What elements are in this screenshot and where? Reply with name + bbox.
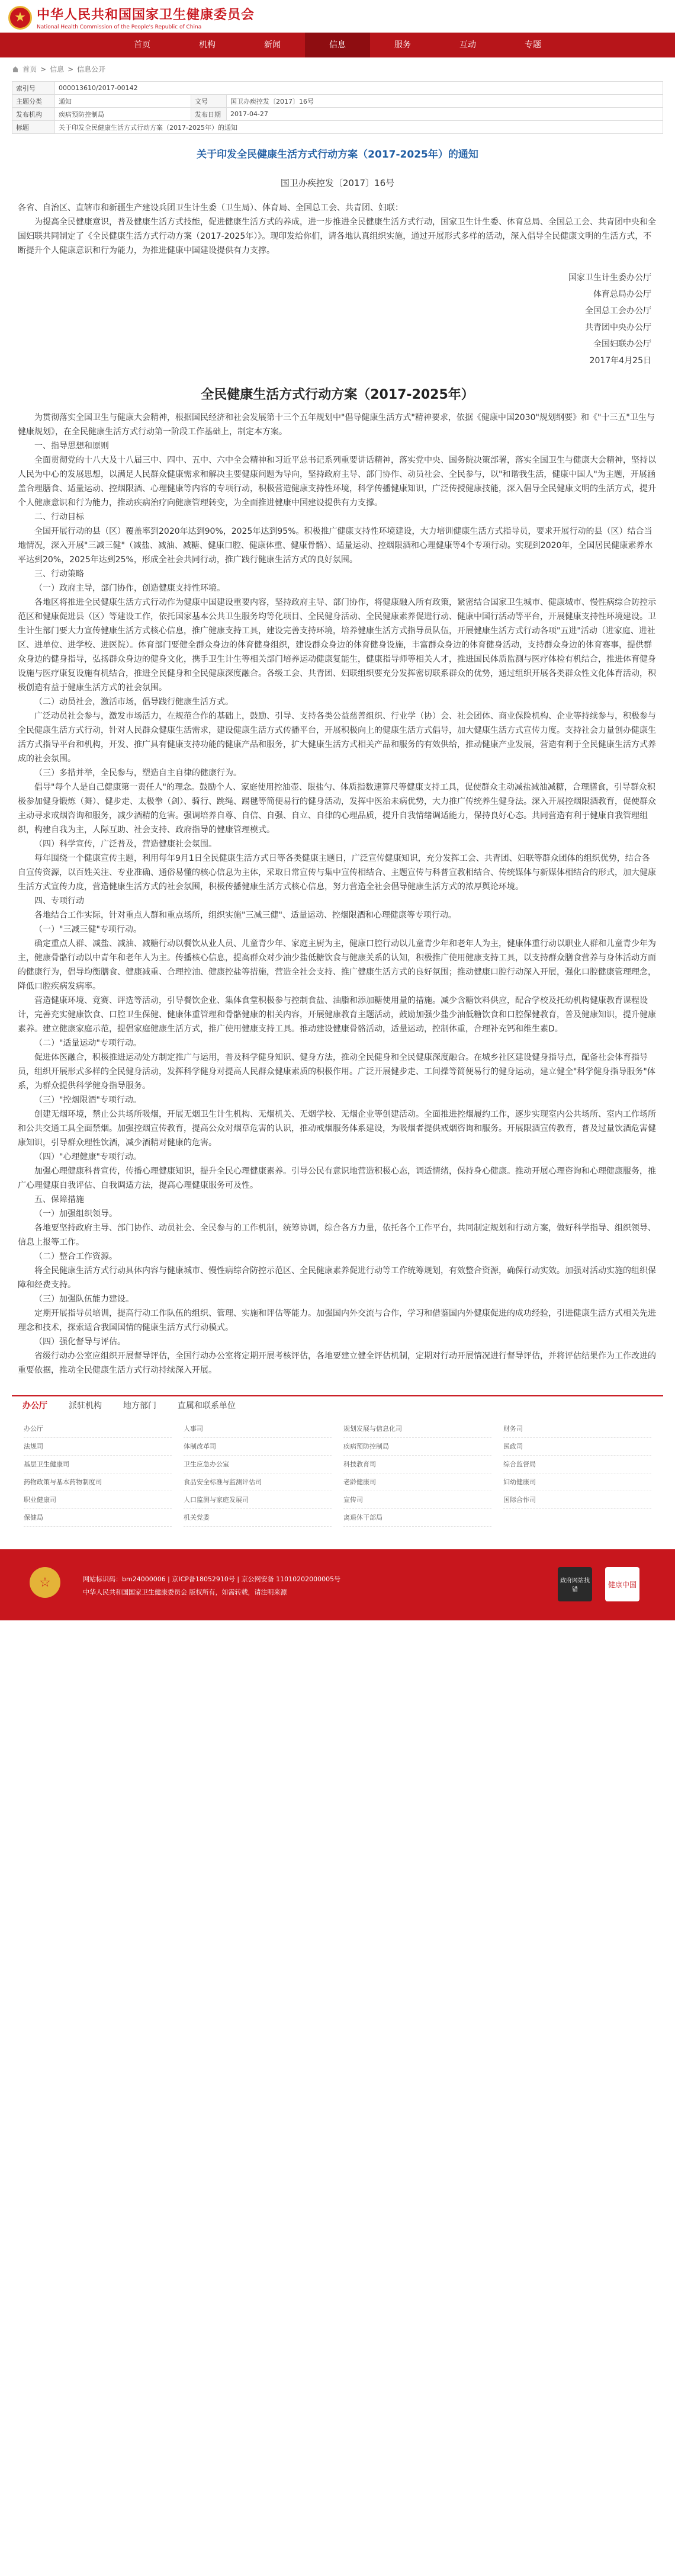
signer: 国家卫生计生委办公厅 [568,273,651,283]
related-link[interactable]: 人事司 [184,1420,332,1438]
meta-label-title: 标题 [12,121,55,134]
related-link[interactable]: 财务司 [503,1420,651,1438]
plan-paragraph: （四）"心理健康"专项行动。 [34,1152,142,1162]
plan-paragraph: （二）整合工作资源。 [34,1252,117,1261]
meta-title: 关于印发全民健康生活方式行动方案（2017-2025年）的通知 [55,121,663,134]
related-link[interactable]: 办公厅 [24,1420,172,1438]
breadcrumb-disclosure[interactable]: 信息公开 [77,65,106,73]
related-link[interactable]: 老龄健康司 [343,1473,491,1491]
home-icon [12,66,19,73]
meta-label-index: 索引号 [12,82,55,95]
tab-general-office[interactable]: 办公厅 [22,1401,47,1411]
related-link[interactable]: 疾病预防控制局 [343,1438,491,1456]
plan-paragraph: 五、保障措施 [34,1195,84,1204]
nav-item-institutions[interactable]: 机构 [199,40,216,50]
breadcrumb-info[interactable]: 信息 [50,65,65,73]
tab-affiliated[interactable]: 直属和联系单位 [178,1401,236,1411]
related-link[interactable]: 法规司 [24,1438,172,1456]
site-name-cn: 中华人民共和国国家卫生健康委员会 [37,7,255,23]
plan-paragraph: 创建无烟环境，禁止公共场所吸烟，开展无烟卫生计生机构、无烟机关、无烟学校、无烟企业等创建活动。全面推进控烟履约工作，逐步实现室内公共场所、室内工作场所和公共交通工具全面禁烟。加强控烟宣传教育，提高公众对烟草危害的认识，推动戒烟服务体系建设，为吸烟者提供戒烟咨询和服务。开展限酒宣传教育，普及过量饮酒危害健康知识，引导群众理性饮酒，减少酒精对健康的危害。 [18,1110,656,1148]
plan-paragraph: 一、指导思想和原则 [34,441,109,451]
main-nav [0,33,675,57]
related-link[interactable]: 卫生应急办公室 [184,1456,332,1473]
site-name-en: National Health Commission of the People's Republic of China [37,24,202,30]
nav-item-service[interactable]: 服务 [394,40,411,50]
plan-paragraph: （三）"控烟限酒"专项行动。 [34,1095,142,1105]
plan-paragraph: 每年围绕一个健康宣传主题，利用每年9月1日全民健康生活方式日等各类健康主题日，广泛宣传健康知识，充分发挥工会、共青团、妇联等群众团体的组织优势，结合各自宣传资源，以百姓关注、专业准确、通俗易懂的核心信息为主体，采取日常宣传与集中宣传相结合、主题宣传与科普宣教相结合、传统媒体与新媒体相结合的形式，加大健康生活方式宣传力度，营造健康生活方式的社会氛围，积极传播健康生活方式核心信息，努力营造全社会倡导健康生活方式的浓厚舆论环境。 [18,854,656,892]
breadcrumb-separator: > [40,65,47,73]
related-link[interactable]: 保健局 [24,1509,172,1527]
healthy-china-badge[interactable]: 健康中国 [605,1567,639,1601]
tab-local[interactable]: 地方部门 [123,1401,156,1411]
meta-date: 2017-04-27 [227,108,663,121]
plan-paragraph: （四）科学宣传，广泛普及，营造健康社会氛围。 [34,840,217,849]
related-sites-tabs [12,1395,663,1415]
plan-paragraph: 确定重点人群、减盐、减油、减糖行动以餐饮从业人员、儿童青少年、家庭主厨为主，健康口腔行动以儿童青少年和老年人为主，健康体重行动以职业人群和儿童青少年为主，健康骨骼行动以中青年和老年人为主。传播核心信息，提高群众对少油少盐低糖饮食与健康关系的认知，积极推广使用健康支持工具，以支持群众膳食营养与身体活动方面的健康行为，倡导均衡膳食、健康减重、合理控油、健康控盐等措施，营造全社会支持、推广健康生活方式的良好氛围；推动健康口腔行动深入开展，强化口腔健康管理理念，降低口腔疾病发病率。 [18,939,656,991]
plan-paragraph: 将全民健康生活方式行动具体内容与健康城市、慢性病综合防控示范区、全民健康素养促进行动等工作统筹规划，有效整合资源，确保行动实效。加强对活动实施的组织保障和经费支持。 [18,1266,656,1290]
meta-label-docno: 文号 [191,95,227,108]
signer: 体育总局办公厅 [593,290,651,299]
intro-paragraph: 为提高全民健康意识，普及健康生活方式技能，促进健康生活方式的养成，进一步推进全民健康生活方式行动，国家卫生计生委、体育总局、全国总工会、共青团中央和全国妇联共同制定了《全民健康生活方式行动方案（2017-2025年）》。现印发给你们，请各地认真组织实施，通过开展形式多样的活动，深入倡导全民健康文明的生活方式，不断提升个人健康意识和行为能力，为推进健康中国建设提供有力支撑。 [18,217,656,255]
plan-paragraph: 加强心理健康科普宣传，传播心理健康知识，提升全民心理健康素养。引导公民有意识地营造积极心态，调适情绪，保持身心健康。推动开展心理咨询和心理健康服务，推广心理健康自我评估、自我调适方法，提高心理健康服务可及性。 [18,1167,656,1190]
related-link[interactable]: 药物政策与基本药物制度司 [24,1473,172,1491]
related-link[interactable]: 人口监测与家庭发展司 [184,1491,332,1509]
related-link[interactable]: 体制改革司 [184,1438,332,1456]
related-link[interactable]: 科技教育司 [343,1456,491,1473]
meta-doc-no: 国卫办疾控发〔2017〕16号 [227,95,663,108]
related-link[interactable]: 食品安全标准与监测评估司 [184,1473,332,1491]
footer-emblem-icon: ☆ [30,1567,60,1598]
plan-paragraph: （三）多措并举，全民参与，塑造自主自律的健康行为。 [34,768,242,778]
signer: 全国妇联办公厅 [593,339,651,349]
site-header [0,0,675,33]
plan-paragraph: 定期开展指导员培训，提高行动工作队伍的组织、管理、实施和评估等能力。加强国内外交流与合作，学习和借鉴国内外健康促进的成功经验，引进健康生活方式相关先进理念和技术，探索适合我国国情的健康生活方式行动模式。 [18,1309,656,1332]
plan-paragraph: 广泛动员社会参与，激发市场活力，在规范合作的基础上，鼓励、引导、支持各类公益慈善组织、行业学（协）会、社会团体、商业保险机构、企业等持续参与，积极参与全民健康生活方式行动，针对人民群众健康生活需求，建设健康生活方式传播平台，开展积极向上的健康生活方式倡导，加大健康生活方式宣传力度。支持社会力量创办健康生活方式指导平台和机构，开发、推广具有健康支持功能的健康产品和服务，扩大健康生活方式相关产品和服务的有效供给，推动健康产业发展，营造有利于全民健康生活方式养成的社会氛围。 [18,712,656,764]
meta-category: 通知 [55,95,191,108]
breadcrumb [0,57,675,81]
signer: 共青团中央办公厅 [585,323,651,332]
nav-item-news[interactable]: 新闻 [264,40,281,50]
signature-date: 2017年4月25日 [589,356,651,366]
plan-paragraph: （四）强化督导与评估。 [34,1337,126,1347]
meta-index-no: 000013610/2017-00142 [55,82,663,95]
related-link[interactable]: 机关党委 [184,1509,332,1527]
plan-paragraph: 二、行动目标 [34,512,84,522]
meta-issuer: 疾病预防控制局 [55,108,191,121]
plan-paragraph: 各地区将推进全民健康生活方式行动作为健康中国建设重要内容，坚持政府主导、部门协作，将健康融入所有政策，紧密结合国家卫生城市、健康城市、慢性病综合防控示范区和健康促进县（区）等建设工作，依托国家基本公共卫生服务均等化项目、全民健身活动、全民健康素养促进行动、健康中国行活动等平台，开展健康支持性环境建设。卫生计生部门要大力宣传健康生活方式核心信息，推广健康支持工具，建设完善支持环境，培养健康生活方式指导员队伍，开展健康生活方式行动各项"五进"活动（进家庭、进社区、进单位、进学校、进医院）。体育部门要健全群众身边的体育健身组织，建设群众身边的体育健身设施，丰富群众身边的体育健身活动，支持群众身边的体育赛事，提供群众身边的健身指导，弘扬群众身边的健身文化，携手卫生计生等相关部门培养运动健康复能生，健康指导师等相关人才，推进国民体质监测与医疗体检有机结合，推进体育健身设施与医疗康复设施有机结合，推进全民健身和全民健康深度融合。各级工会、共青团、妇联组织要充分发挥密切联系群众的优势，通过组织开展各类群众性文化体育活动，积极创造有益于健康生活方式的社会氛围。 [18,598,656,693]
breadcrumb-separator: > [68,65,74,73]
plan-content [18,411,657,1377]
related-link[interactable]: 综合监督局 [503,1456,651,1473]
related-link[interactable]: 妇幼健康司 [503,1473,651,1491]
plan-paragraph: 为贯彻落实全国卫生与健康大会精神，根据国民经济和社会发展第十三个五年规划中"倡导健康生活方式"精神要求，依据《健康中国2030"规划纲要》和《"十三五"卫生与健康规划》，在全民健康生活方式行动第一阶段工作基础上，制定本方案。 [18,413,655,437]
nav-item-home[interactable]: 首页 [134,40,150,50]
signature-block [18,270,657,369]
salutation: 各省、自治区、直辖市和新疆生产建设兵团卫生计生委（卫生局）、体育局、全国总工会、共青团、妇联： [18,203,403,213]
govt-error-badge[interactable]: 政府网站找错 [558,1567,592,1601]
plan-paragraph: 四、专项行动 [34,896,84,906]
signer: 全国总工会办公厅 [585,306,651,316]
plan-paragraph: （二）"适量运动"专项行动。 [34,1039,142,1048]
plan-paragraph: （一）政府主导，部门协作，创造健康支持性环境。 [34,584,225,593]
related-link[interactable]: 离退休干部局 [343,1509,491,1527]
footer-line: 网站标识码：bm24000006 | 京ICP备18052910号 | 京公网安备 11010202000005号 [83,1575,341,1583]
related-link[interactable]: 职业健康司 [24,1491,172,1509]
plan-paragraph: （二）动员社会，激活市场，倡导践行健康生活方式。 [34,697,233,707]
document-meta-table [12,81,663,134]
plan-paragraph: （一）"三减三健"专项行动。 [34,925,142,934]
plan-paragraph: 各地要坚持政府主导、部门协作、动员社会、全民参与的工作机制，统筹协调，综合各方力量，依托各个工作平台，共同制定规划和行动方案，做好科学指导、组织领导、信息上报等工作。 [18,1223,656,1247]
plan-paragraph: 省级行动办公室应组织开展督导评估，全国行动办公室将定期开展考核评估，各地要建立健全评估机制，定期对行动开展情况进行督导评估，并将评估结果作为工作改进的重要依据，推动全民健康生活方式行动持续深入开展。 [18,1351,656,1375]
plan-paragraph: 倡导"每个人是自己健康第一责任人"的理念。鼓励个人、家庭使用控油壶、限盐勺、体质指数速算尺等健康支持工具，促使群众主动减盐减油减糖，合理膳食，引导群众积极参加健身锻炼（舞）、健步走、太极拳（剑）、骑行、跳绳、踢毽等简便易行的健身活动，发挥中医治未病优势，大力推广传统养生健身法。深入开展控烟限酒教育，促使群众主动寻求戒烟咨询和服务，减少酒精的危害。强调培养自尊、自信、自强、自立、自律的心理品质，提升自我情绪调适能力，保持良好心态。共同营造有利于健康自我管理组织，构建自我为主，人际互助、社会支持、政府指导的健康管理模式。 [18,783,656,835]
plan-paragraph: 全面贯彻党的十八大及十八届三中、四中、五中、六中全会精神和习近平总书记系列重要讲话精神，落实党中央、国务院决策部署，落实全国卫生与健康大会精神，坚持以人民为中心的发展思想，以满足人民群众健康需求和解决主要健康问题为导向，坚持政府主导、部门协作、动员社会、全民参与，以"和谐我生活，健康中国人"为主题，开展涵盖合理膳食、适量运动、控烟限酒、心理健康等内容的专项行动，积极营造健康支持性环境，科学传播健康知识，广泛传授健康技能，深入倡导全民健康文明的生活方式，提升个人健康意识和行为能力，推动疾病治疗向健康管理转变，为全面推进健康中国建设提供有力支撑。 [18,456,656,508]
tab-dispatched[interactable]: 派驻机构 [69,1401,102,1411]
related-link[interactable]: 医政司 [503,1438,651,1456]
footer-text [83,1573,568,1599]
related-link[interactable]: 宣传司 [343,1491,491,1509]
document-number: 国卫办疾控发〔2017〕16号 [280,178,395,188]
meta-label-category: 主题分类 [12,95,55,108]
nav-item-interaction[interactable]: 互动 [459,40,476,50]
plan-paragraph: 全国开展行动的县（区）覆盖率到2020年达到90%，2025年达到95%。积极推广健康支持性环境建设，大力培训健康生活方式指导员，要求开展行动的县（区）结合当地情况，深入开展"三减三健"（减盐、减油、减糖、健康口腔、健康体重、健康骨骼）、适量运动、控烟限酒和心理健康等4个专项行动。实现到2020年，全国居民健康素养水平达到20%，2025年达到25%，形成全社会共同行动，推广践行健康生活方式的良好氛围。 [18,527,653,565]
meta-label-date: 发布日期 [191,108,227,121]
plan-paragraph: 营造健康环境、竞赛、评选等活动，引导餐饮企业、集体食堂积极参与控制食盐、油脂和添加糖使用量的措施。减少含糖饮料供应，配合学校及托幼机构健康教育课程设计，完善充实健康饮食、口腔卫生保健、健康体重管理和骨骼健康的相关内容，开展健康教育主题活动，鼓励加强少盐少油低糖饮食和口腔保健教育，普及健康知识，提升健康素养。建立健康家庭示范，提倡家庭健康生活方式，推广使用健康支持工具。推动建设健康骨骼活动，适量运动，控制体重，合理补充钙和维生素D。 [18,996,656,1034]
related-links-grid [12,1415,663,1531]
national-emblem-icon: ★ [8,6,32,30]
nav-item-topics[interactable]: 专题 [525,40,541,50]
plan-title: 全民健康生活方式行动方案（2017-2025年） [201,387,474,402]
meta-label-issuer: 发布机构 [12,108,55,121]
footer-line: 中华人民共和国国家卫生健康委员会 版权所有，如需转载，请注明来源 [83,1588,287,1596]
related-link[interactable]: 规划发展与信息化司 [343,1420,491,1438]
site-logo[interactable] [8,5,255,30]
plan-paragraph: 各地结合工作实际，针对重点人群和重点场所，组织实施"三减三健"、适量运动、控烟限酒和心理健康等专项行动。 [34,911,457,920]
plan-paragraph: （一）加强组织领导。 [34,1209,117,1219]
plan-paragraph: （三）加强队伍能力建设。 [34,1295,134,1304]
document-body [18,201,657,1377]
site-footer [0,1549,675,1620]
breadcrumb-home[interactable]: 首页 [22,65,37,73]
plan-paragraph: 三、行动策略 [34,569,84,579]
related-link[interactable]: 基层卫生健康司 [24,1456,172,1473]
nav-item-info[interactable]: 信息 [305,33,370,57]
plan-paragraph: 促进体医融合，积极推进运动处方制定推广与运用，普及科学健身知识、健身方法，推动全民健身和全民健康深度融合。在城乡社区建设健身指导点，配备社会体育指导员，组织开展形式多样的全民健身活动，发挥科学健身对提高人民群众健康素质的积极作用。广泛开展健步走、工间操等简便易行的健身运动，建立健全"科学健身指导服务"体系，为群众提供科学健身指导服务。 [18,1053,655,1091]
related-link[interactable]: 国际合作司 [503,1491,651,1509]
document-title: 关于印发全民健康生活方式行动方案（2017-2025年）的通知 [197,149,478,161]
